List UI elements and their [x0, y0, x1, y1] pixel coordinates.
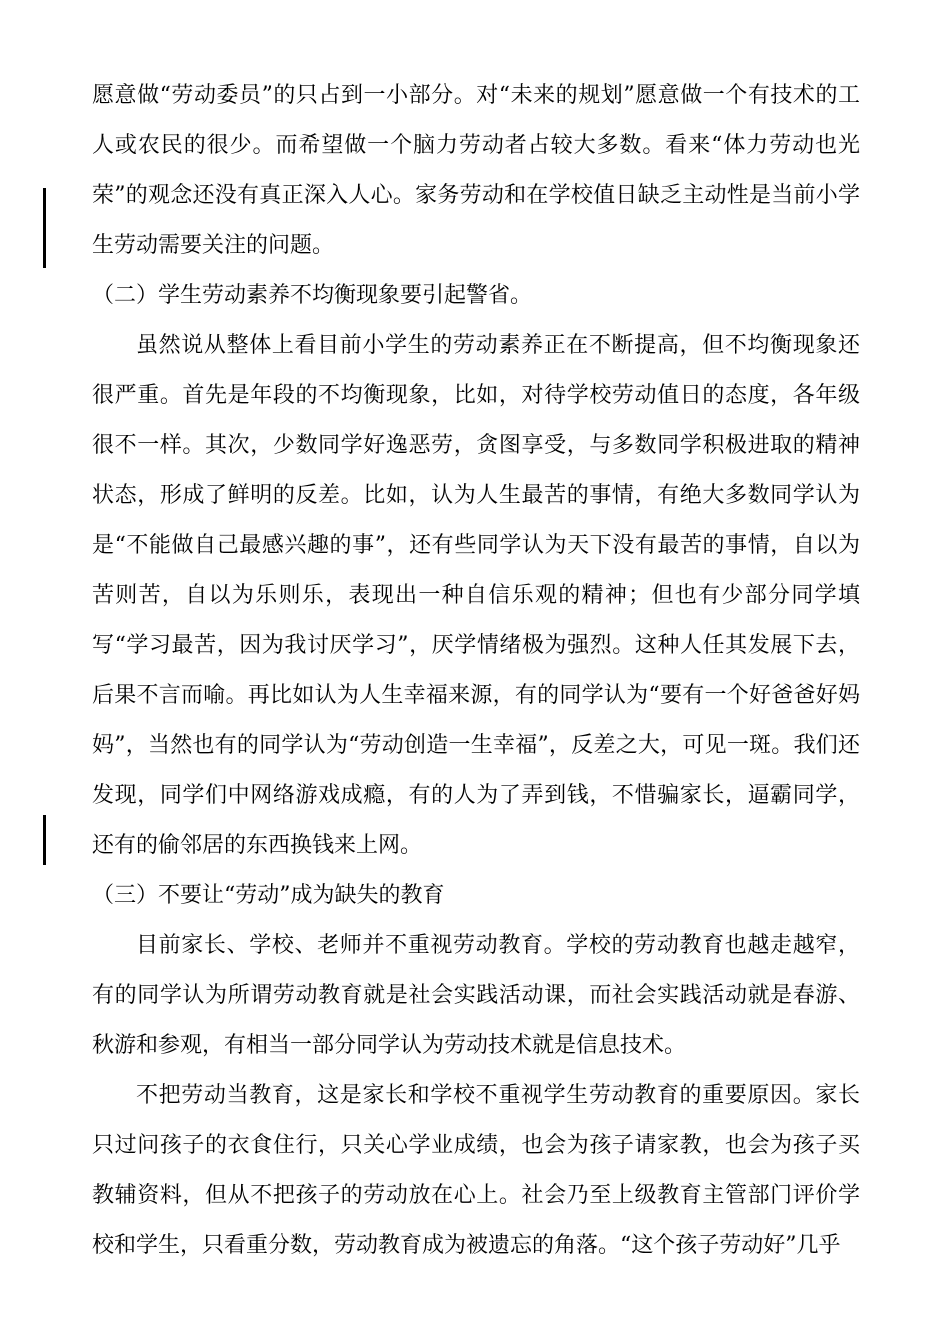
revision-bar — [43, 815, 46, 865]
revision-bar — [43, 188, 46, 268]
document-body — [92, 71, 860, 1271]
paragraph-imbalance: 虽然说从整体上看目前小学生的劳动素养正在不断提高，但不均衡现象还很严重。首先是年段的不均衡现象，比如，对待学校劳动值日的态度，各年级很不一样。其次，少数同学好逸恶劳，贪图享受，与多数同学积极进取的精神状态，形成了鲜明的反差。比如，认为人生最苦的事情，有绝大多数同学认为是“不能做自己最感兴趣的事”，还有些同学认为天下没有最苦的事情，自以为苦则苦，自以为乐则乐，表现出一种自信乐观的精神；但也有少部分同学填写“学习最苦，因为我讨厌学习”，厌学情绪极为强烈。这种人任其发展下去，后果不言而喻。再比如认为人生幸福来源，有的同学认为“要有一个好爸爸好妈妈”，当然也有的同学认为“劳动创造一生幸福”，反差之大，可见一斑。我们还发现，同学们中网络游戏成瘾，有的人为了弄到钱，不惜骗家长，逼霸同学，还有的偷邻居的东西换钱来上网。 — [92, 333, 860, 858]
section-heading-3: （三）不要让“劳动”成为缺失的教育 — [92, 883, 445, 908]
section-heading-2: （二）学生劳动素养不均衡现象要引起警省。 — [92, 283, 533, 308]
paragraph-labor-education: 目前家长、学校、老师并不重视劳动教育。学校的劳动教育也越走越窄，有的同学认为所谓劳动教育就是社会实践活动课，而社会实践活动就是春游、秋游和参观，有相当一部分同学认为劳动技术就是信息技术。 — [92, 933, 860, 1058]
paragraph-not-education: 不把劳动当教育，这是家长和学校不重视学生劳动教育的重要原因。家长只过问孩子的衣食住行，只关心学业成绩，也会为孩子请家教，也会为孩子买教辅资料，但从不把孩子的劳动放在心上。社会乃至上级教育主管部门评价学校和学生，只看重分数，劳动教育成为被遗忘的角落。“这个孩子劳动好”几乎 — [92, 1083, 860, 1258]
paragraph-continuation: 愿意做“劳动委员”的只占到一小部分。对“未来的规划”愿意做一个有技术的工人或农民的很少。而希望做一个脑力劳动者占较大多数。看来“体力劳动也光荣”的观念还没有真正深入人心。家务劳动和在学校值日缺乏主动性是当前小学生劳动需要关注的问题。 — [92, 83, 860, 258]
